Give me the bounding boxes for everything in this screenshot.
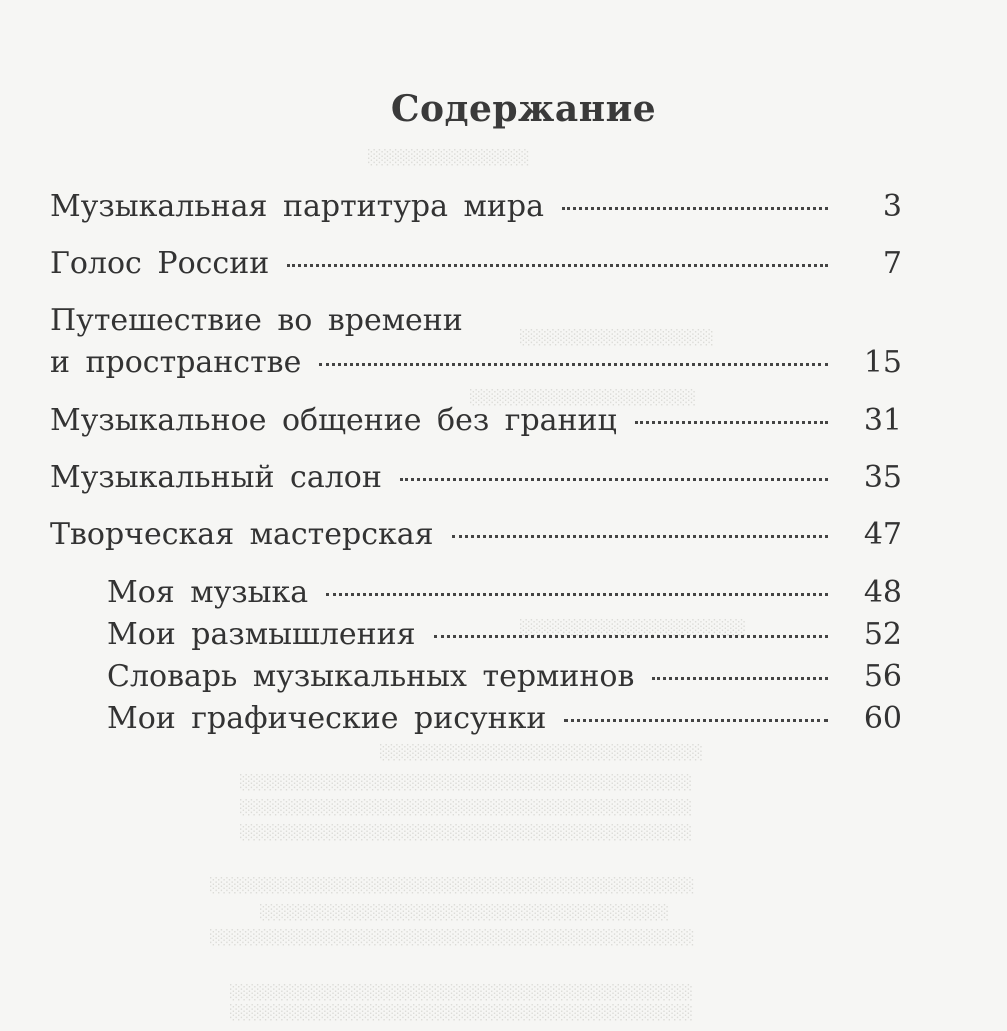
toc-subentry-label: Словарь музыкальных терминов bbox=[107, 659, 635, 694]
toc-entry-page: 47 bbox=[863, 517, 902, 552]
toc-subentry-page: 56 bbox=[863, 659, 902, 694]
show-through-text: ░░░░░░░░░░░░░░░░░░░░░░░░░░░░░░░░░░░░░░ bbox=[260, 905, 670, 921]
show-through-text: ░░░░░░░░░░░░░░░░░░░░░░░░░░░░░░░░░░░░░░░░░░░ bbox=[230, 985, 693, 1001]
show-through-text: ░░░░░░░░░░░░░░░░░░░░░░░░░░░░░░░░░░░░░░░░░░░░░ bbox=[210, 878, 695, 894]
dot-leader bbox=[564, 719, 828, 722]
show-through-text: ░░░░░░░░░░░░░░░░░░░░░░░░░░░░░░░░░░░░░░░░░░ bbox=[240, 775, 693, 791]
show-through-text: ░░░░░░░░░░░░░░░░░░░░░░░░░░░░░░░░░░░░░░░░░░ bbox=[240, 800, 693, 816]
show-through-text: ░░░░░░░░░░░░░░░░░░ bbox=[520, 330, 714, 346]
dot-leader bbox=[319, 363, 828, 366]
page-title: Содержание bbox=[390, 88, 657, 130]
toc-subentry-page: 60 bbox=[863, 701, 902, 736]
toc-entry-page: 35 bbox=[863, 460, 902, 495]
toc-entry-label: Творческая мастерская bbox=[50, 517, 434, 552]
toc-entry-label-line1: Путешествие во времени bbox=[50, 303, 463, 338]
toc-entry-label: Музыкальная партитура мира bbox=[50, 189, 544, 224]
dot-leader bbox=[562, 207, 828, 210]
toc-entry-page: 31 bbox=[863, 403, 902, 438]
toc-entry-page: 3 bbox=[882, 189, 902, 224]
toc-entry-label: Музыкальный салон bbox=[50, 460, 382, 495]
show-through-text: ░░░░░░░░░░░░░░░░░░░░░░░░░░░░░░░░░░░░░░░░░░░░░ bbox=[210, 930, 695, 946]
toc-subentry bbox=[107, 659, 902, 694]
toc-entry bbox=[50, 246, 902, 281]
toc-subentry-label: Моя музыка bbox=[107, 575, 309, 610]
toc-entry-label: Голос России bbox=[50, 246, 270, 281]
toc-entry bbox=[50, 460, 902, 495]
dot-leader bbox=[635, 421, 828, 424]
toc-subentry-page: 52 bbox=[863, 617, 902, 652]
show-through-text: ░░░░░░░░░░░░░░░░░░░░░ bbox=[520, 620, 747, 636]
toc-subentry bbox=[107, 701, 902, 736]
show-through-text: ░░░░░░░░░░░░░░░░░░░░░░░░░░░░░░░░░░░░░░░░░░░ bbox=[230, 1005, 693, 1021]
show-through-text: ░░░░░░░░░░░░░░░ bbox=[368, 150, 530, 166]
toc-entry bbox=[50, 189, 902, 224]
dot-leader bbox=[400, 478, 828, 481]
dot-leader bbox=[434, 635, 828, 638]
toc-entry-label: Музыкальное общение без границ bbox=[50, 403, 617, 438]
dot-leader bbox=[287, 264, 828, 267]
toc-entry-page: 15 bbox=[863, 345, 902, 380]
toc-entry-label-line2: и пространстве bbox=[50, 345, 302, 380]
show-through-text: ░░░░░░░░░░░░░░░░░░░░░░░░░░░░░░ bbox=[380, 745, 703, 761]
toc-entry bbox=[50, 517, 902, 552]
toc-subentry-page: 48 bbox=[863, 575, 902, 610]
toc-subentry-label: Мои графические рисунки bbox=[107, 701, 547, 736]
toc-entry-page: 7 bbox=[882, 246, 902, 281]
dot-leader bbox=[452, 535, 828, 538]
toc-entry bbox=[50, 403, 902, 438]
toc-subentry bbox=[107, 575, 902, 610]
dot-leader bbox=[326, 593, 828, 596]
toc-entry bbox=[50, 345, 902, 380]
show-through-text: ░░░░░░░░░░░░░░░░░░░░░░░░░░░░░░░░░░░░░░░░░░ bbox=[240, 825, 693, 841]
toc-subentry bbox=[107, 617, 902, 652]
show-through-text: ░░░░░░░░░░░░░░░░░░░░░ bbox=[470, 390, 697, 406]
dot-leader bbox=[652, 677, 828, 680]
toc-subentry-label: Мои размышления bbox=[107, 617, 416, 652]
